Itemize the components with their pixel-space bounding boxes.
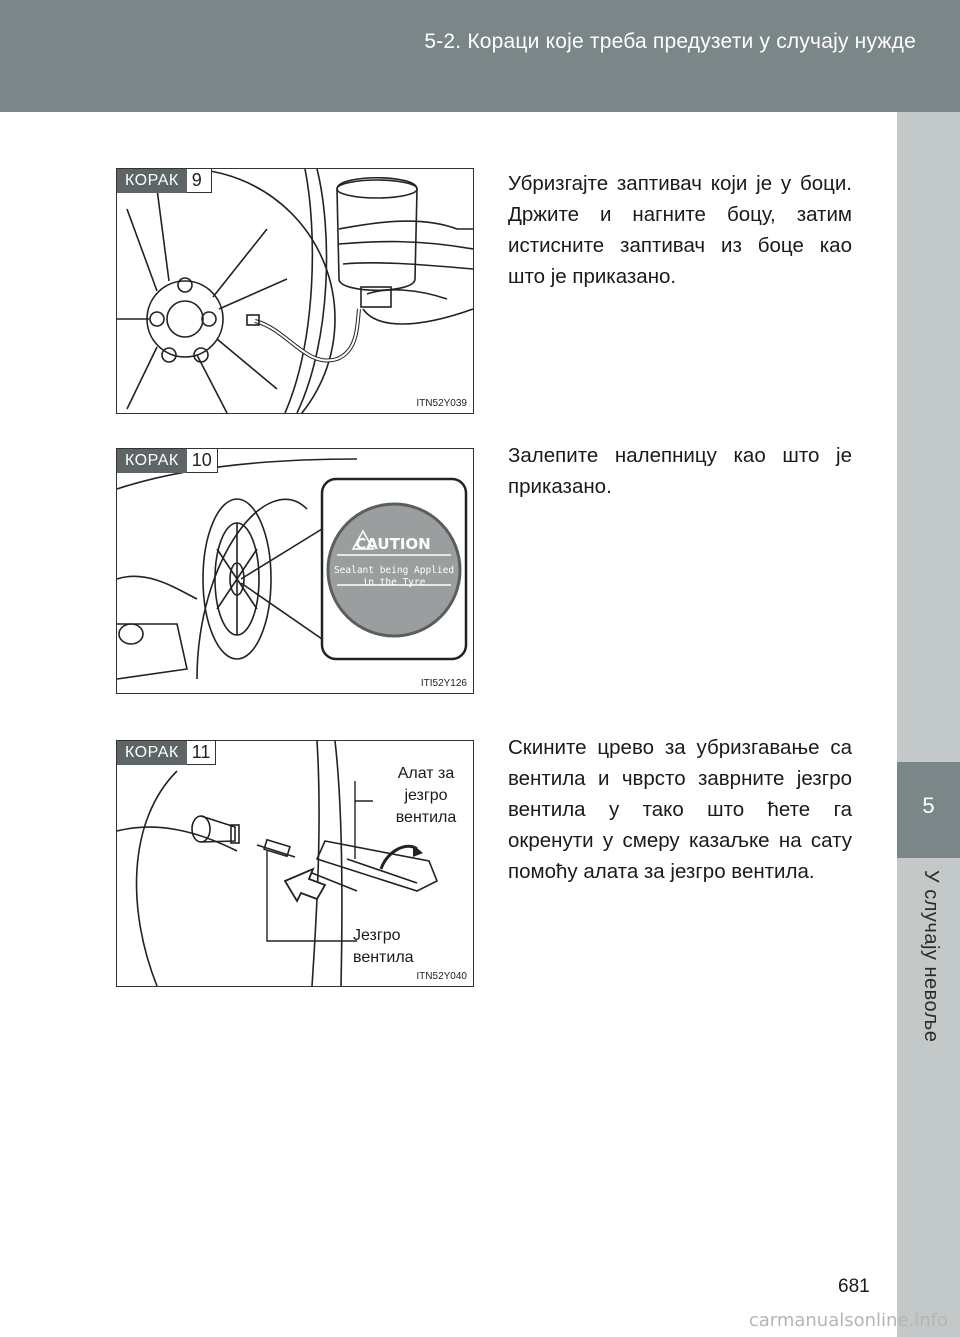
figure-code: ITN52Y040 (416, 971, 467, 982)
step-11-figure (116, 740, 474, 987)
figure-code: ITN52Y039 (416, 398, 467, 409)
chapter-number: 5 (922, 793, 935, 818)
callout-valve-core-tool: Алат за језгро вентила (395, 765, 457, 826)
step-number: 9 (187, 169, 212, 193)
step-word: КОРАК (117, 741, 187, 765)
sticker-title: CAUTION (355, 535, 431, 553)
step-10-text: Залепите налепницу као што је приказано. (508, 444, 852, 498)
figure-code: ITI52Y126 (420, 678, 467, 689)
wheel-sealant-illustration (117, 169, 473, 413)
callout-valve-core: Језгро вентила (353, 927, 414, 966)
page-number: 681 (838, 1276, 870, 1297)
chapter-label: У случају невоље (920, 870, 942, 1043)
car-sticker-illustration (117, 449, 473, 693)
step-number: 11 (187, 741, 217, 765)
sticker-line-2: in the Tyre (362, 577, 426, 588)
sticker-line-1: Sealant being Applied (333, 565, 455, 576)
step-word: КОРАК (117, 449, 187, 473)
step-11-text: Скините црево за убризгавање са вентила и чврсто заврните језгро вентила у тако што ћете га окренути у смеру казаљке на сату помоћу алата за језгро вентила. (508, 736, 852, 883)
chapter-side-tab (897, 112, 960, 1337)
watermark: carmanualsonline.info (748, 1310, 948, 1331)
step-10-label (117, 449, 218, 473)
step-word: КОРАК (117, 169, 187, 193)
step-9-figure (116, 168, 474, 414)
step-10-figure (116, 448, 474, 694)
step-9-text: Убризгајте заптивач који је у боци. Држите и нагните боцу, затим истисните заптивач из боце као што је приказано. (508, 172, 852, 288)
step-11-label (117, 741, 216, 765)
page-header (0, 0, 960, 112)
step-9-label (117, 169, 212, 193)
section-title: 5-2. Кораци које треба предузети у случају нужде (424, 30, 916, 53)
step-number: 10 (187, 449, 218, 473)
